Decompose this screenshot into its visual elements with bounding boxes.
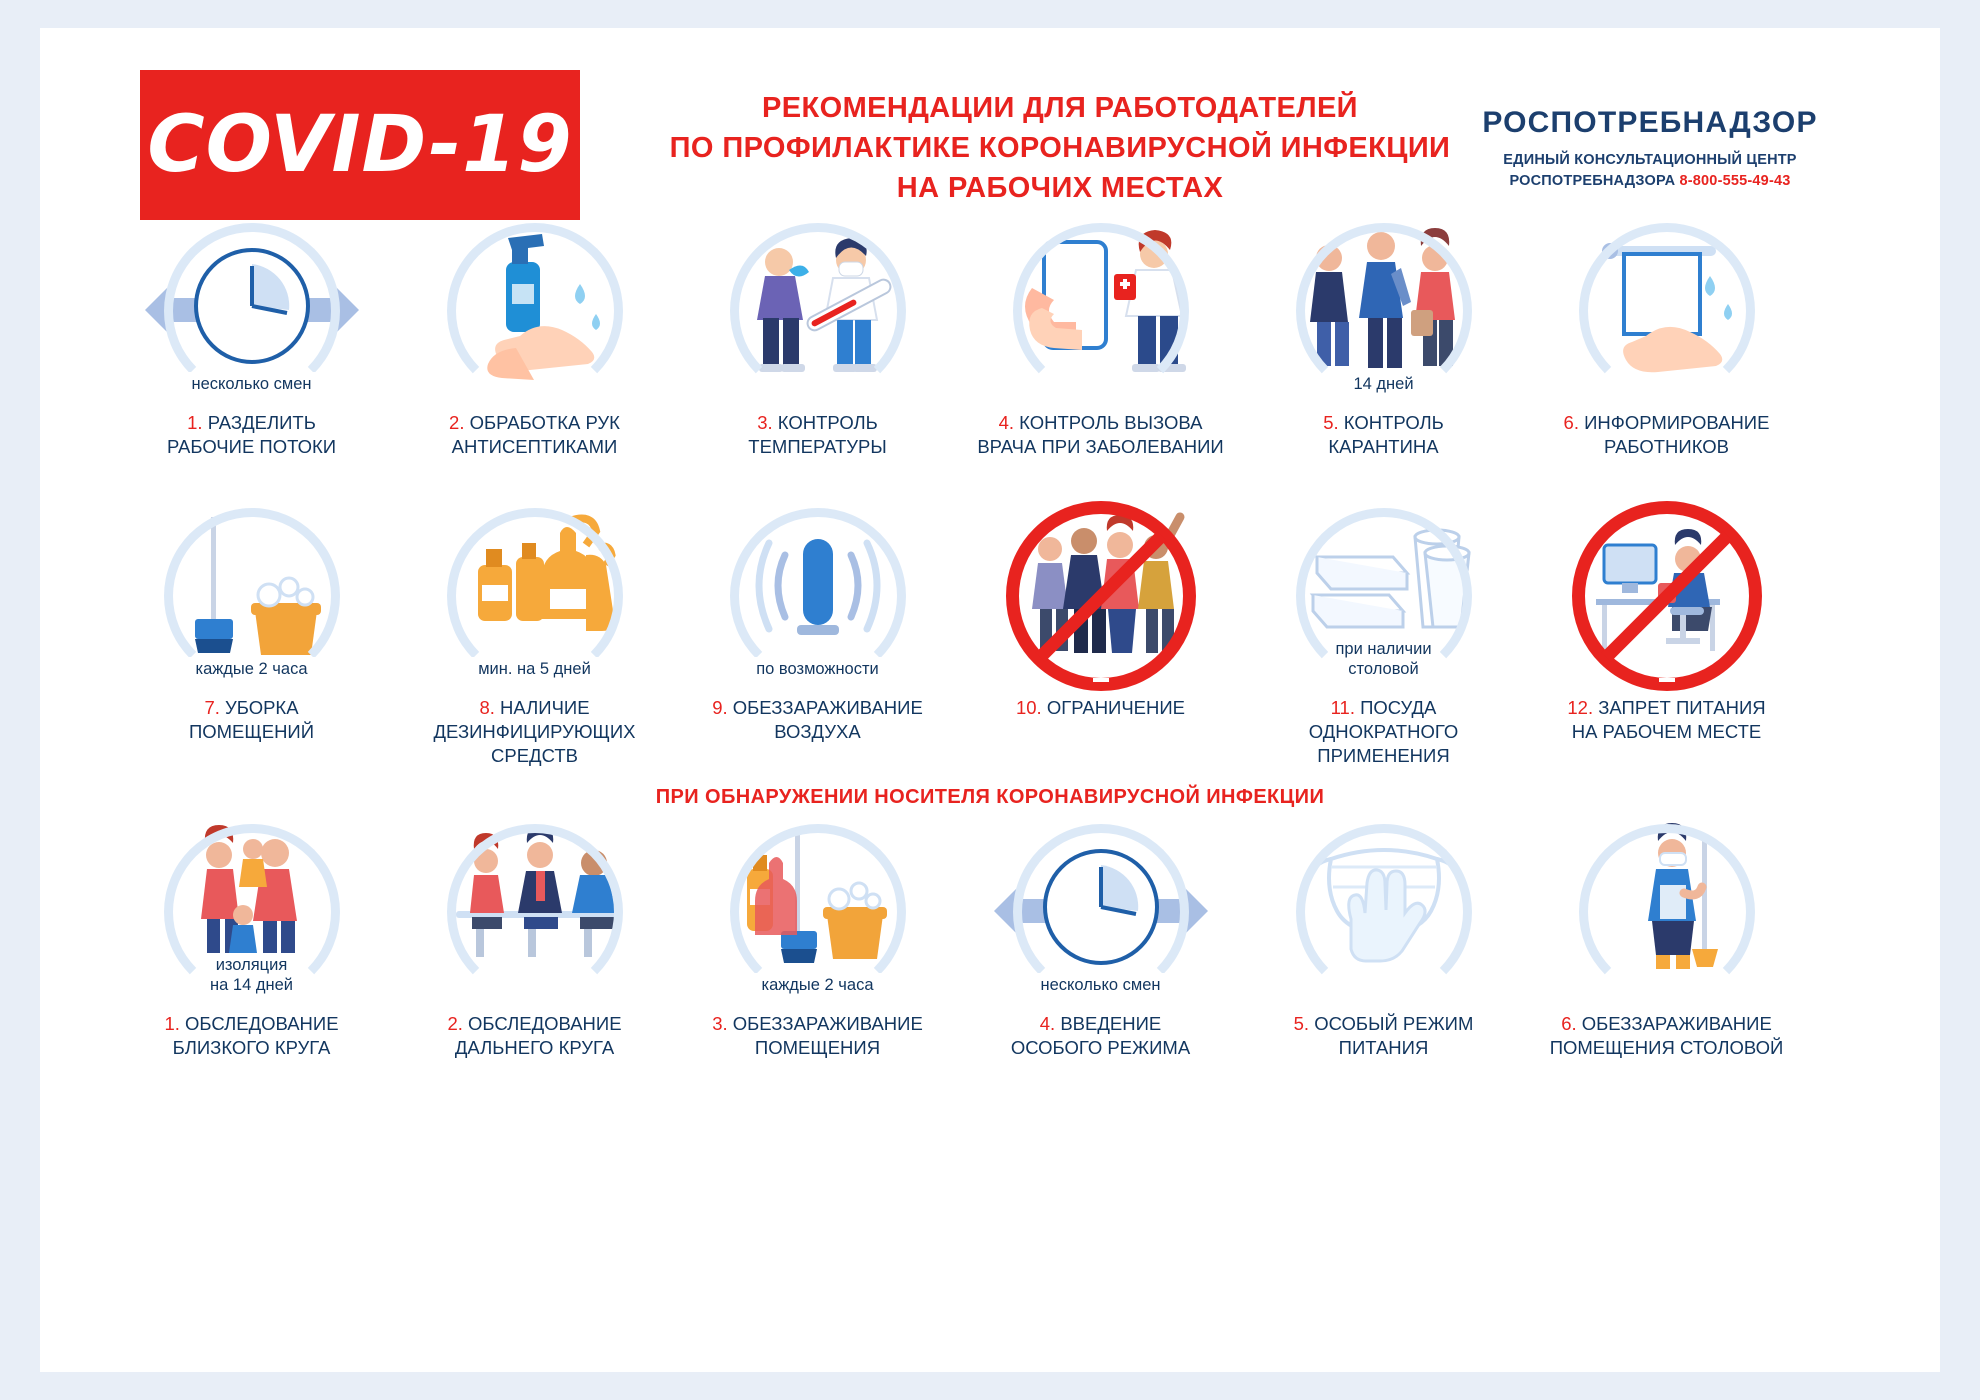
card-tag [527, 994, 543, 998]
card-caption: 3. ОБЕЗЗАРАЖИВАНИЕ ПОМЕЩЕНИЯ [712, 1013, 923, 1059]
organization-name: РОСПОТРЕБНАДЗОР [1482, 106, 1818, 139]
page-title-line-2: ПО ПРОФИЛАКТИКЕ КОРОНАВИРУСНОЙ ИНФЕКЦИИ [669, 132, 1451, 165]
card-caption: 3. КОНТРОЛЬ ТЕМПЕРАТУРЫ [748, 412, 887, 458]
no-eating-desk-icon [1552, 503, 1782, 688]
prohibition-sign-icon [1006, 501, 1196, 691]
card-tag [1659, 678, 1675, 682]
card-caption: 4. ВВЕДЕНИЕ ОСОБОГО РЕЖИМА [1010, 1013, 1191, 1059]
card-tag [1093, 678, 1109, 682]
card-caption: 5. КОНТРОЛЬ КАРАНТИНА [1323, 412, 1444, 458]
no-gathering-icon [986, 503, 1216, 688]
card-caption: 8. НАЛИЧИЕ ДЕЗИНФИЦИРУЮЩИХ СРЕДСТВ [433, 697, 636, 767]
carrier-card-1 [110, 819, 393, 1086]
card-tag: 14 дней [1345, 372, 1421, 397]
row-spacer [110, 485, 1870, 503]
ring-decoration [447, 824, 623, 1000]
card-tag [527, 393, 543, 397]
quarantine-people-icon [1269, 218, 1499, 403]
clock-arrows-icon [986, 819, 1216, 1004]
rospotrebnadzor-block [1440, 106, 1860, 192]
card-tag [1093, 393, 1109, 397]
recommendation-card-10 [959, 503, 1242, 770]
card-caption: 7. УБОРКА ПОМЕЩЕНИЙ [188, 697, 315, 743]
recommendation-card-8 [393, 503, 676, 770]
card-caption: 1. РАЗДЕЛИТЬ РАБОЧИЕ ПОТОКИ [166, 412, 337, 458]
meeting-icon [420, 819, 650, 1004]
recommendation-card-3 [676, 218, 959, 485]
ring-decoration [1579, 223, 1755, 399]
carrier-card-2 [393, 819, 676, 1086]
card-caption: 2. ОБСЛЕДОВАНИЕ ДАЛЬНЕГО КРУГА [447, 1013, 622, 1059]
card-caption: 9. ОБЕЗЗАРАЖИВАНИЕ ВОЗДУХА [712, 697, 923, 743]
card-tag: изоляция на 14 дней [202, 953, 301, 998]
card-caption: 2. ОБРАБОТКА РУК АНТИСЕПТИКАМИ [449, 412, 620, 458]
carrier-card-3 [676, 819, 959, 1086]
ring-decoration [1013, 223, 1189, 399]
clock-arrows-icon [137, 218, 367, 403]
air-purifier-icon [703, 503, 933, 688]
phone-doctor-icon [986, 218, 1216, 403]
ring-decoration [1296, 824, 1472, 1000]
carrier-card-4 [959, 819, 1242, 1086]
card-tag [1659, 994, 1675, 998]
recommendation-card-2 [393, 218, 676, 485]
card-tag: несколько смен [1032, 973, 1168, 998]
consultation-center-line-2: РОСПОТРЕБНАДЗОРА 8-800-555-49-43 [1509, 173, 1791, 190]
consultation-center [1440, 150, 1860, 192]
thermometer-people-icon [703, 218, 933, 403]
card-tag: каждые 2 часа [753, 973, 881, 998]
recommendation-card-4 [959, 218, 1242, 485]
recommendation-card-9 [676, 503, 959, 770]
card-tag: каждые 2 часа [187, 657, 315, 682]
page-title [600, 88, 1520, 208]
ring-decoration [447, 223, 623, 399]
section-divider-title: ПРИ ОБНАРУЖЕНИИ НОСИТЕЛЯ КОРОНАВИРУСНОЙ ИНФЕКЦИИ [655, 786, 1325, 808]
recommendation-card-12 [1525, 503, 1808, 770]
carrier-card-6 [1525, 819, 1808, 1086]
card-caption: 11. ПОСУДА ОДНОКРАТНОГО ПРИМЕНЕНИЯ [1308, 697, 1459, 767]
recommendation-card-5 [1242, 218, 1525, 485]
gloves-bottles-icon [420, 503, 650, 688]
card-caption: 6. ИНФОРМИРОВАНИЕ РАБОТНИКОВ [1563, 412, 1770, 458]
hotline-phone: 8-800-555-49-43 [1679, 173, 1791, 190]
recommendation-card-1 [110, 218, 393, 485]
card-tag [810, 393, 826, 397]
poster [40, 28, 1940, 1372]
towel-hand-icon [1552, 218, 1782, 403]
card-caption: 10. ОГРАНИЧЕНИЕ [1015, 697, 1186, 718]
prohibition-sign-icon [1572, 501, 1762, 691]
card-tag: при наличии столовой [1327, 637, 1439, 682]
covid-19-label: COVID-19 [147, 100, 573, 190]
card-caption: 12. ЗАПРЕТ ПИТАНИЯ НА РАБОЧЕМ МЕСТЕ [1567, 697, 1766, 743]
card-tag [1659, 393, 1675, 397]
covid-19-badge [140, 70, 580, 220]
disposable-tableware-icon [1269, 503, 1499, 688]
recommendation-card-11 [1242, 503, 1525, 770]
card-caption: 5. ОСОБЫЙ РЕЖИМ ПИТАНИЯ [1293, 1013, 1474, 1059]
card-tag: мин. на 5 дней [470, 657, 599, 682]
recommendation-card-6 [1525, 218, 1808, 485]
cleaner-person-icon [1552, 819, 1782, 1004]
consultation-center-line-1: ЕДИНЫЙ КОНСУЛЬТАЦИОННЫЙ ЦЕНТР [1503, 152, 1797, 168]
page-title-line-1: РЕКОМЕНДАЦИИ ДЛЯ РАБОТОДАТЕЛЕЙ [762, 92, 1358, 124]
card-caption: 6. ОБЕЗЗАРАЖИВАНИЕ ПОМЕЩЕНИЯ СТОЛОВОЙ [1549, 1013, 1784, 1059]
sanitizer-hand-icon [420, 218, 650, 403]
poster-header [40, 28, 1940, 218]
page-title-line-3: НА РАБОЧИХ МЕСТАХ [896, 172, 1224, 205]
ring-decoration [730, 223, 906, 399]
family-icon [137, 819, 367, 1004]
card-caption: 4. КОНТРОЛЬ ВЫЗОВА ВРАЧА ПРИ ЗАБОЛЕВАНИИ [977, 412, 1224, 458]
ring-decoration [1579, 824, 1755, 1000]
card-tag: несколько смен [183, 372, 319, 397]
mask-gloves-icon [1269, 819, 1499, 1004]
recommendation-card-7 [110, 503, 393, 770]
carrier-card-5 [1242, 819, 1525, 1086]
card-caption: 1. ОБСЛЕДОВАНИЕ БЛИЗКОГО КРУГА [164, 1013, 339, 1059]
cleaning-supplies-icon [703, 819, 933, 1004]
card-tag: по возможности [748, 657, 887, 682]
card-tag [1376, 994, 1392, 998]
mop-bucket-icon [137, 503, 367, 688]
recommendations-grid [40, 218, 1940, 1086]
